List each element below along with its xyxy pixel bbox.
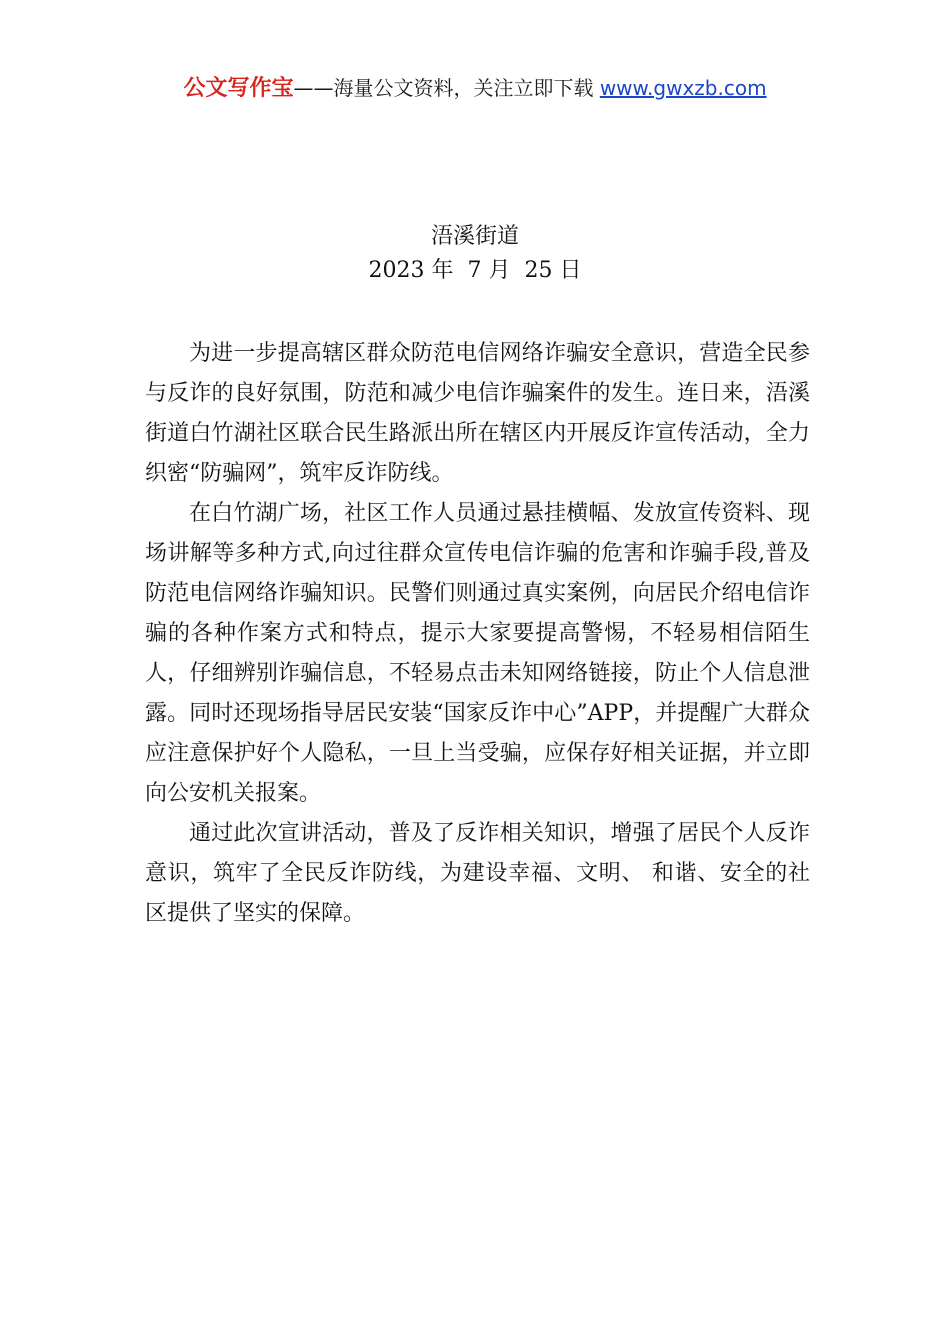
brand-name: 公文写作宝 [183, 76, 294, 101]
page-header [0, 74, 950, 103]
paragraph-3: 通过此次宣讲活动，普及了反诈相关知识，增强了居民个人反诈意识，筑牢了全民反诈防线，为建设幸福、文明、 和谐、安全的社区提供了坚实的保障。 [145, 821, 810, 926]
document-meta [0, 220, 950, 288]
paragraph-2: 在白竹湖广场，社区工作人员通过悬挂横幅、发放宣传资料、现场讲解等多种方式,向过往群众宣传电信诈骗的危害和诈骗手段,普及防范电信网络诈骗知识。民警们则通过真实案例，向居民介绍电信诈骗的各种作案方式和特点，提示大家要提高警惕，不轻易相信陌生人，仔细辨别诈骗信息，不轻易点击未知网络链接，防止个人信息泄露。同时还现场指导居民安装“国家反诈中心”APP，并提醒广大群众应注意保护好个人隐私，一旦上当受骗，应保存好相关证据，并立即向公安机关报案。 [145, 501, 810, 806]
organization-name: 浯溪街道 [430, 224, 519, 249]
paragraph-1: 为进一步提高辖区群众防范电信网络诈骗安全意识，营造全民参与反诈的良好氛围，防范和减少电信诈骗案件的发生。连日来，浯溪街道白竹湖社区联合民生路派出所在辖区内开展反诈宣传活动，全力织密“防骗网”，筑牢反诈防线。 [145, 341, 810, 486]
article-body [145, 334, 810, 934]
document-date: 2023 年 7 月 25 日 [368, 258, 582, 283]
header-slogan: ——海量公文资料，关注立即下载 [293, 76, 600, 100]
website-link[interactable]: www.gwxzb.com [599, 76, 767, 100]
